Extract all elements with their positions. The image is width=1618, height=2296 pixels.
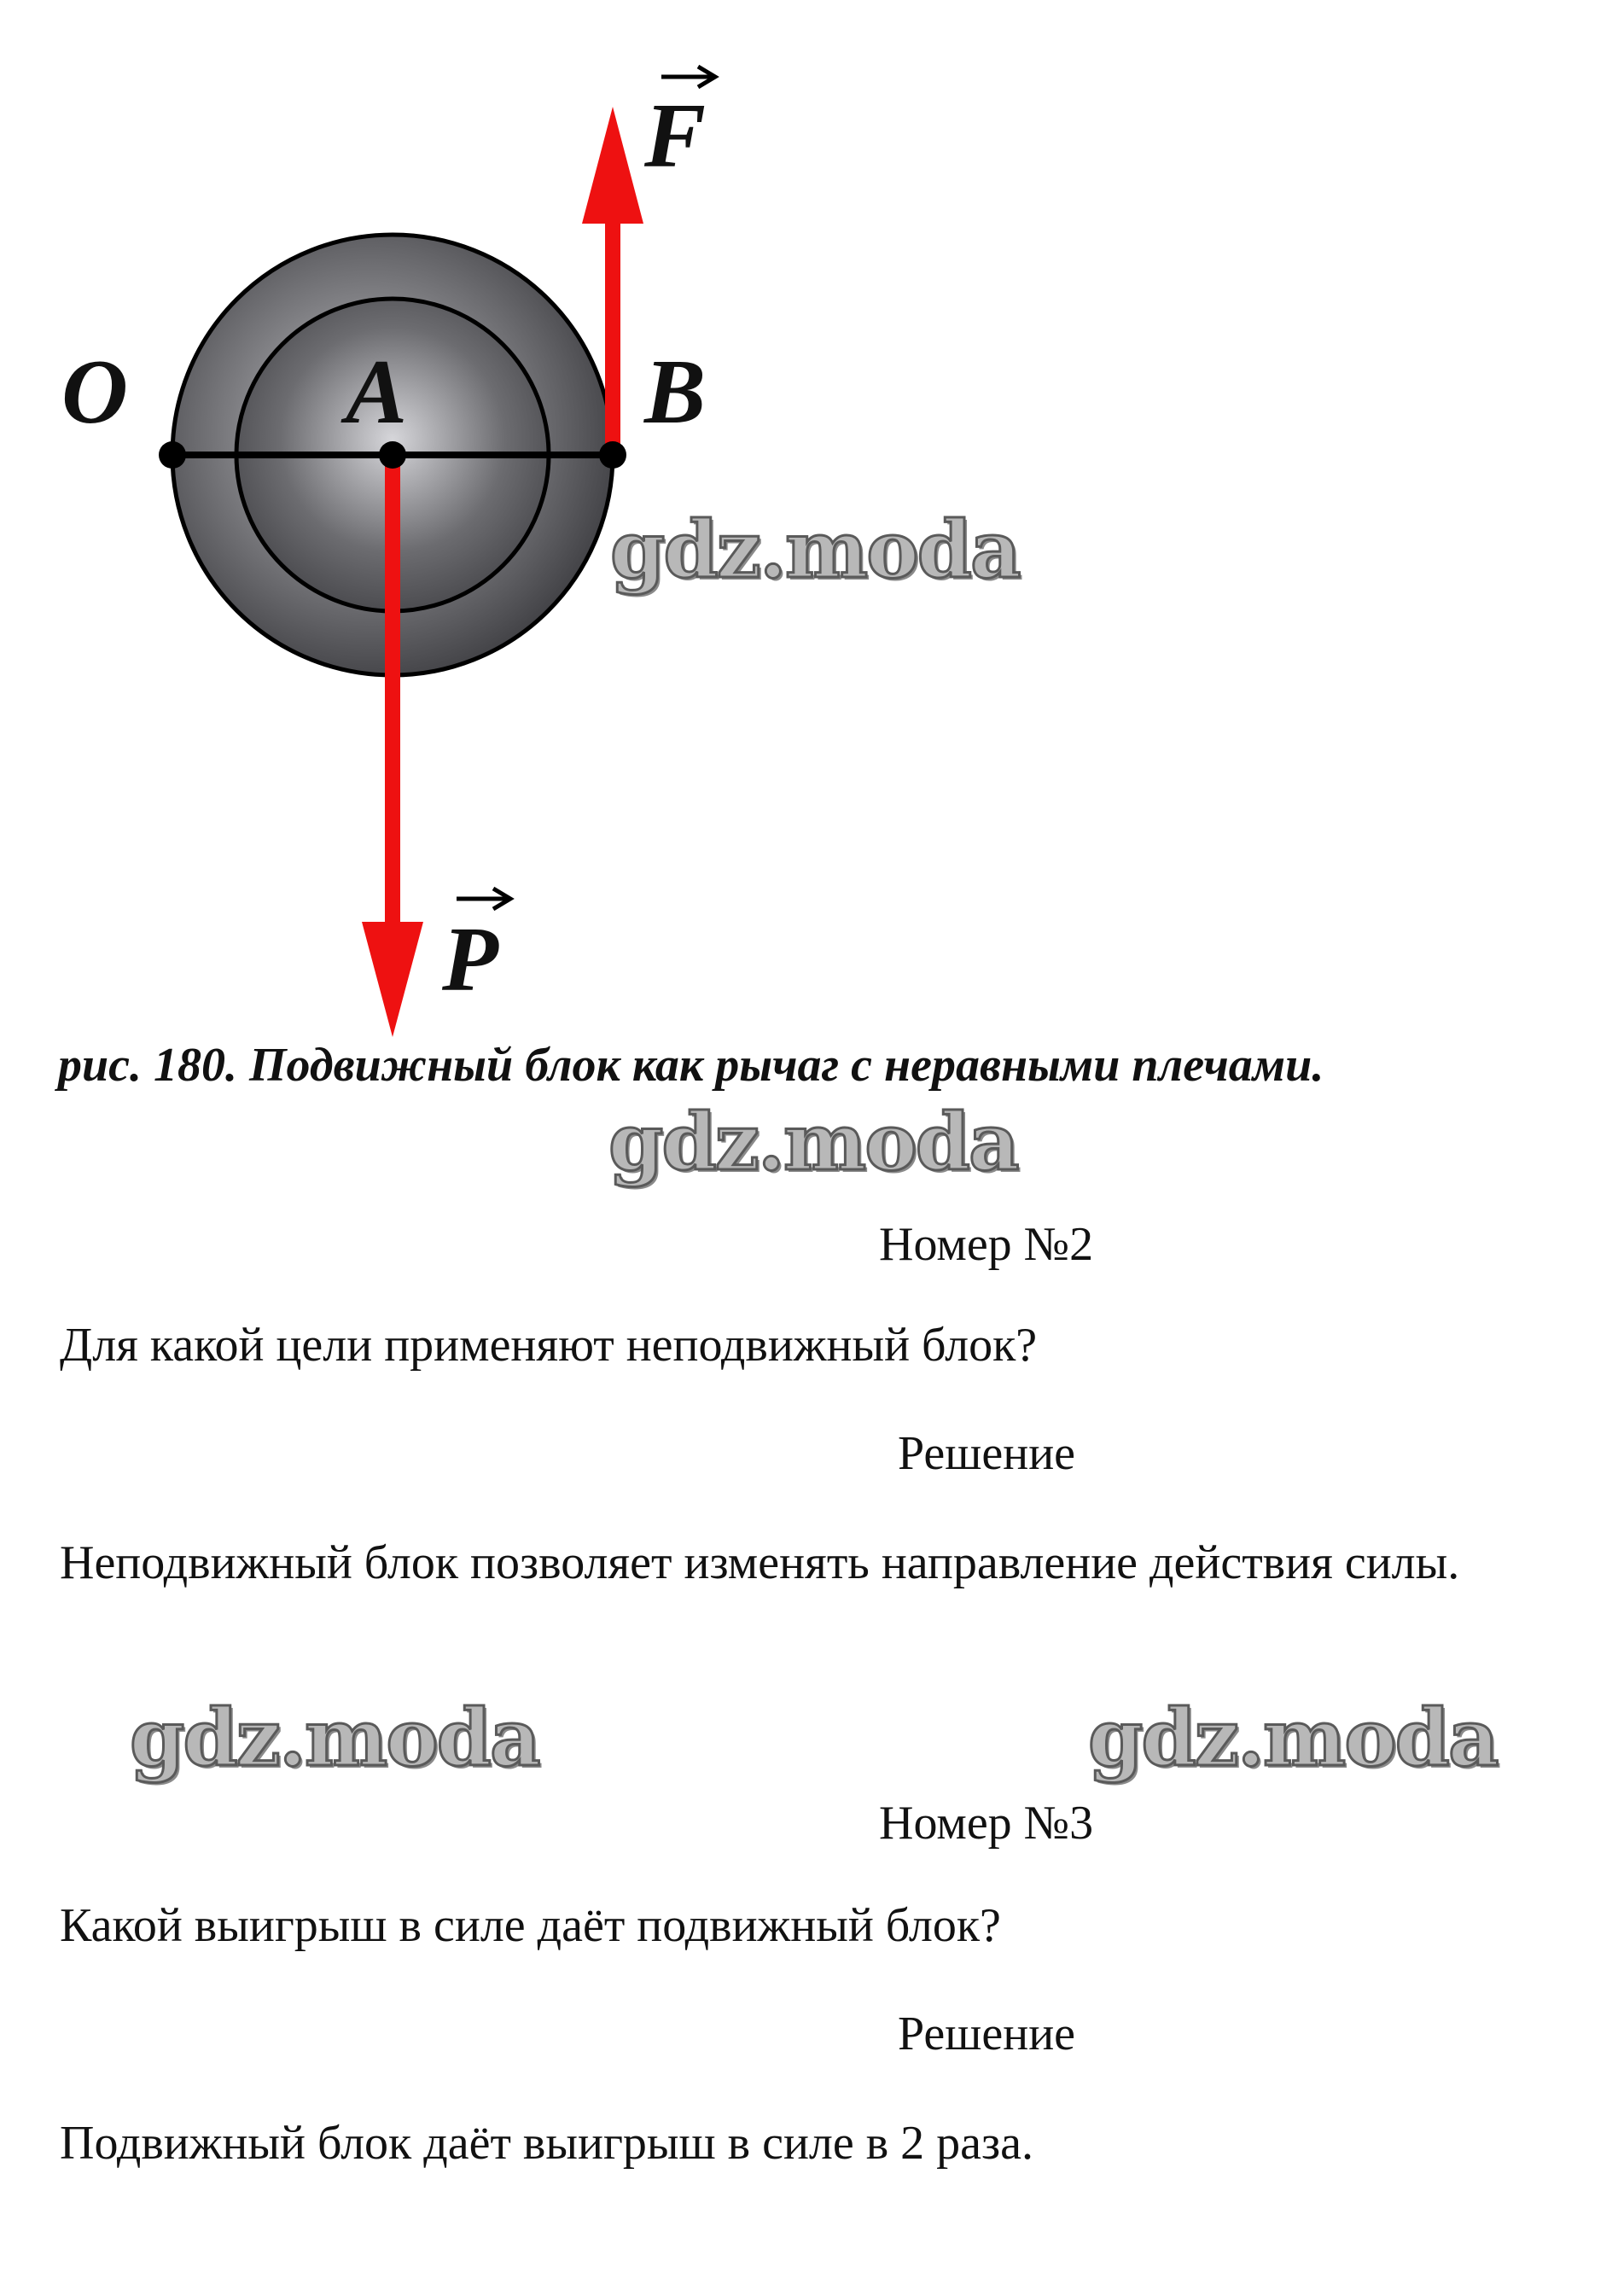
label-a: A xyxy=(346,341,408,443)
watermark-logo: gdz.moda xyxy=(610,504,1020,596)
watermark-logo: gdz.moda xyxy=(1088,1692,1498,1784)
solution-label: Решение xyxy=(898,2008,1076,2060)
solution-label: Решение xyxy=(898,1427,1076,1480)
label-f: F xyxy=(644,85,707,187)
problem-number: Номер №2 xyxy=(879,1218,1094,1271)
problem-question: Для какой цели применяют неподвижный блок? xyxy=(60,1319,1038,1372)
vector-arrow-p-icon xyxy=(457,889,510,909)
force-p-arrowhead xyxy=(362,922,423,1037)
watermark-logo: gdz.moda xyxy=(608,1096,1018,1188)
label-b: B xyxy=(644,341,707,443)
watermark-logo: gdz.moda xyxy=(130,1692,539,1784)
force-f-shaft xyxy=(605,220,620,455)
point-b xyxy=(599,441,626,469)
problem-question: Какой выигрыш в силе даёт подвижный блок? xyxy=(60,1899,1001,1952)
label-p: P xyxy=(442,909,498,1011)
vector-arrow-f-icon xyxy=(661,67,715,87)
problem-answer: Подвижный блок даёт выигрыш в силе в 2 раза. xyxy=(60,2117,1033,2170)
problem-answer: Неподвижный блок позволяет изменять направление действия силы. xyxy=(60,1536,1460,1589)
force-f-arrowhead xyxy=(582,107,643,224)
point-o xyxy=(159,441,186,469)
figure-caption: рис. 180. Подвижный блок как рычаг с неравными плечами. xyxy=(58,1039,1324,1092)
force-p-shaft xyxy=(385,457,400,924)
point-a xyxy=(379,441,406,469)
problem-number: Номер №3 xyxy=(879,1797,1094,1850)
label-o: O xyxy=(61,341,128,443)
